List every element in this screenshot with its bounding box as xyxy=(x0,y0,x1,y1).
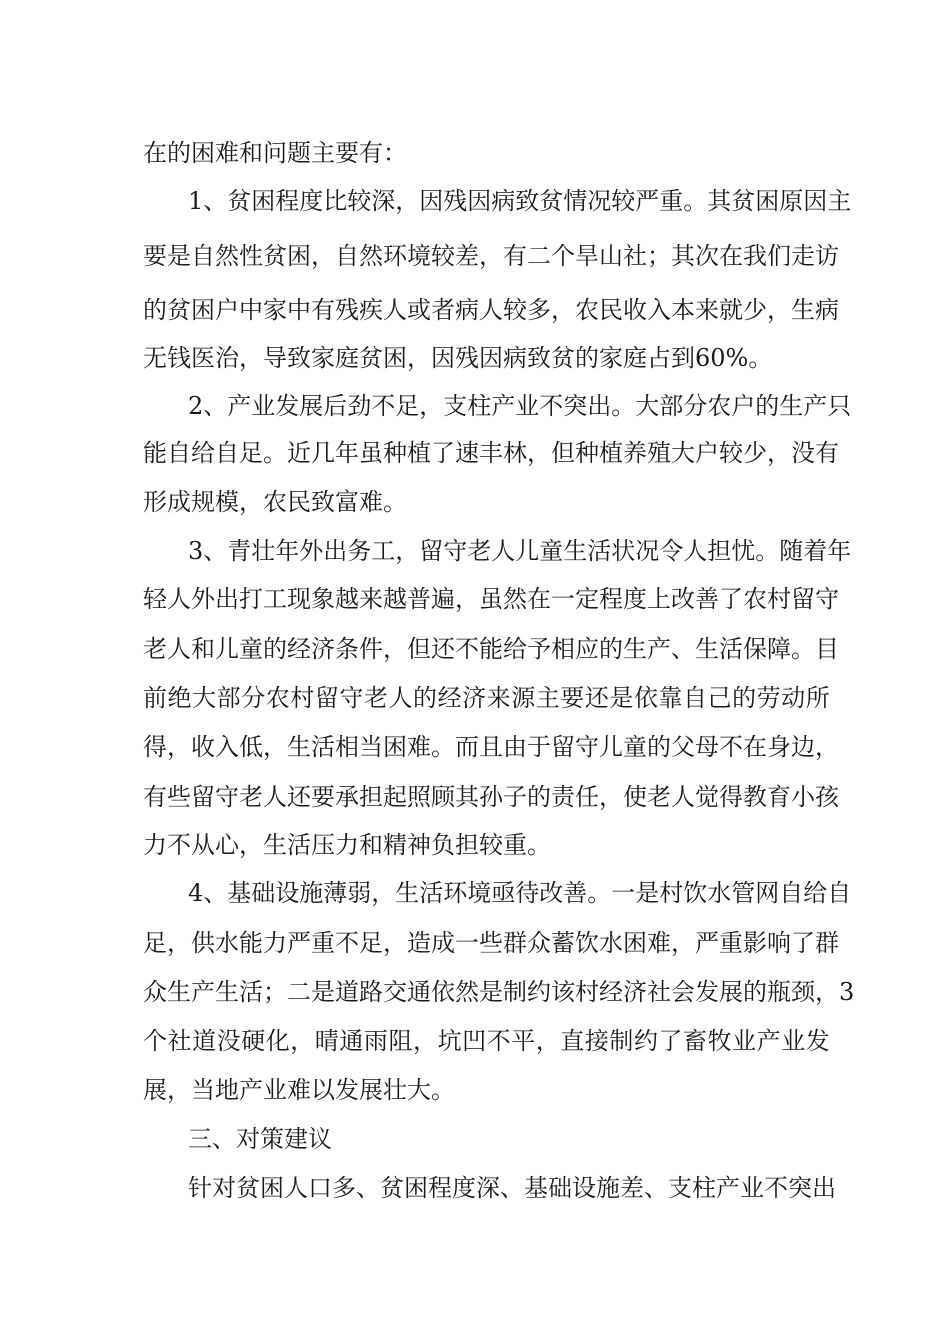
text-line: 2 、 产 业 发 展 后 劲 不 足 ， 支 柱 产 业 不 突 出 。 大 部 分 农 户 的 生 产 只 xyxy=(188,392,852,420)
text-line: 形成规模，农民致富难。 xyxy=(143,488,407,516)
text-line: 3 、 青 壮 年 外 出 务 工 ， 留 守 老 人 儿 童 生 活 状 况 令 人 担 忧 。 随 着 年 xyxy=(188,537,852,565)
text-line: 足 ， 供 水 能 力 严 重 不 足 ， 造 成 一 些 群 众 蓄 饮 水 困 难 ， 严 重 影 响 了 群 xyxy=(143,929,839,957)
text-line: 老 人 和 儿 童 的 经 济 条 件 ， 但 还 不 能 给 予 相 应 的 生 产 、 生 活 保 障 。 目 xyxy=(143,635,839,663)
section-heading: 三、对策建议 xyxy=(188,1125,332,1153)
text-line: 有 些 留 守 老 人 还 要 承 担 起 照 顾 其 孙 子 的 责 任 ， 使 老 人 觉 得 教 育 小 孩 xyxy=(143,783,839,811)
text-line: 针 对 贫 困 人 口 多 、 贫 困 程 度 深 、 基 础 设 施 差 、 支 柱 产 业 不 突 出 xyxy=(188,1174,836,1202)
text-line: 能 自 给 自 足 。 近 几 年 虽 种 植 了 速 丰 林 ， 但 种 植 养 殖 大 户 较 少 ， 没 有 xyxy=(143,439,839,467)
text-line: 力不从心，生活压力和精神负担较重。 xyxy=(143,831,551,859)
text-line: 1 、 贫 困 程 度 比 较 深 ， 因 残 因 病 致 贫 情 况 较 严 重 。 其 贫 困 原 因 主 xyxy=(188,187,852,215)
text-line: 个 社 道 没 硬 化 ， 晴 通 雨 阻 ， 坑 凹 不 平 ， 直 接 制 约 了 畜 牧 业 产 业 发 xyxy=(143,1027,830,1055)
text-line: 的 贫 困 户 中 家 中 有 残 疾 人 或 者 病 人 较 多 ， 农 民 收 入 本 来 就 少 ， 生 病 xyxy=(143,296,839,324)
text-line: 前 绝 大 部 分 农 村 留 守 老 人 的 经 济 来 源 主 要 还 是 依 靠 自 己 的 劳 动 所 xyxy=(143,684,830,712)
text-line: 要 是 自 然 性 贫 困 ， 自 然 环 境 较 差 ， 有 二 个 旱 山 社 ； 其 次 在 我 们 走 访 xyxy=(143,242,839,270)
text-line: 展，当地产业难以发展壮大。 xyxy=(143,1076,455,1104)
text-line: 众 生 产 生 活 ； 二 是 道 路 交 通 依 然 是 制 约 该 村 经 济 社 会 发 展 的 瓶 颈 ， 3 xyxy=(143,978,855,1006)
text-line: 无钱医治，导致家庭贫困，因残因病致贫的家庭占到60%。 xyxy=(143,344,773,372)
text-line: 4 、 基 础 设 施 薄 弱 ， 生 活 环 境 亟 待 改 善 。 一 是 村 饮 水 管 网 自 给 自 xyxy=(188,879,852,907)
text-line: 轻 人 外 出 打 工 现 象 越 来 越 普 遍 ， 虽 然 在 一 定 程 度 上 改 善 了 农 村 留 守 xyxy=(143,585,839,613)
text-line: 得 ， 收 入 低 ， 生 活 相 当 困 难 。 而 且 由 于 留 守 儿 童 的 父 母 不 在 身 边 ， xyxy=(143,733,839,761)
text-line: 在的困难和问题主要有： xyxy=(143,139,407,167)
